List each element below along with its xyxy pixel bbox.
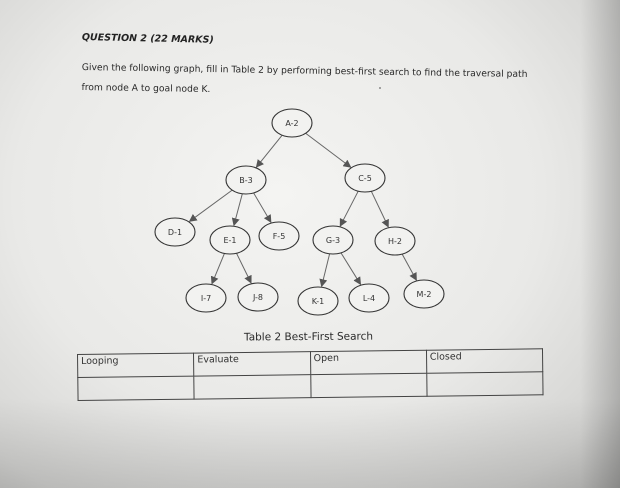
- tree-node-c: [345, 164, 385, 192]
- table-header-closed: Closed: [426, 349, 543, 373]
- tree-node-g: [313, 226, 353, 254]
- tree-edge-e-i: [212, 253, 224, 283]
- tree-edge-e-j: [237, 253, 252, 283]
- tree-node-label: L-4: [362, 294, 376, 303]
- tree-edge-b-e: [234, 194, 242, 226]
- table-header-open: Open: [310, 350, 427, 374]
- tree-node-label: B-3: [239, 176, 253, 185]
- tree-edge-g-k: [322, 254, 330, 286]
- tree-node-label: E-1: [223, 236, 237, 245]
- table-cell-evaluate: [194, 375, 311, 399]
- table-cell-open: [310, 373, 427, 397]
- question-heading: QUESTION 2 (22 MARKS): [81, 32, 214, 46]
- tree-node-b: [226, 166, 266, 194]
- table-header-looping: Looping: [78, 353, 195, 377]
- instruction-line-1: Given the following graph, fill in Table 2 by performing best-first search to find the traversal path: [81, 61, 528, 80]
- instruction-line-2: from node A to goal node K.: [81, 81, 211, 96]
- best-first-search-table: [77, 348, 544, 399]
- tree-node-h: [375, 227, 415, 255]
- table-header-evaluate: Evaluate: [194, 352, 311, 376]
- tree-edge-a-c: [306, 133, 351, 167]
- tree-edge-c-g: [340, 191, 358, 226]
- table-cell-closed: [427, 372, 544, 396]
- tree-node-label: I-7: [200, 294, 212, 303]
- tree-node-label: H-2: [388, 237, 402, 246]
- tree-node-label: D-1: [167, 228, 183, 237]
- tree-node-label: C-5: [358, 174, 372, 183]
- tree-node-label: J-8: [252, 293, 264, 302]
- tree-edge-h-m: [402, 254, 416, 280]
- tree-edge-b-f: [254, 193, 271, 222]
- tree-node-label: K-1: [311, 297, 325, 306]
- tree-node-f: [259, 222, 299, 250]
- table-cell-looping: [78, 376, 195, 400]
- tree-node-i: [186, 284, 226, 312]
- tree-edge-c-h: [371, 191, 388, 227]
- tree-node-label: M-2: [416, 290, 432, 299]
- tree-node-j: [238, 283, 278, 311]
- tree-node-label: G-3: [325, 236, 341, 245]
- tree-edge-a-b: [256, 135, 282, 167]
- tree-node-e: [210, 226, 250, 254]
- tree-node-a: [272, 109, 312, 137]
- tree-edge-b-d: [190, 190, 233, 221]
- tree-node-k: [298, 287, 338, 315]
- tree-node-d: [155, 218, 195, 246]
- tree-node-l: [349, 284, 389, 312]
- tree-node-m: [404, 280, 444, 308]
- tree-node-label: F-5: [272, 232, 286, 241]
- table-caption: Table 2 Best-First Search: [243, 330, 374, 344]
- tree-edge-g-l: [341, 253, 361, 284]
- tree-node-label: A-2: [285, 119, 299, 128]
- tree-edges: [190, 133, 417, 286]
- tree-nodes: [155, 109, 444, 315]
